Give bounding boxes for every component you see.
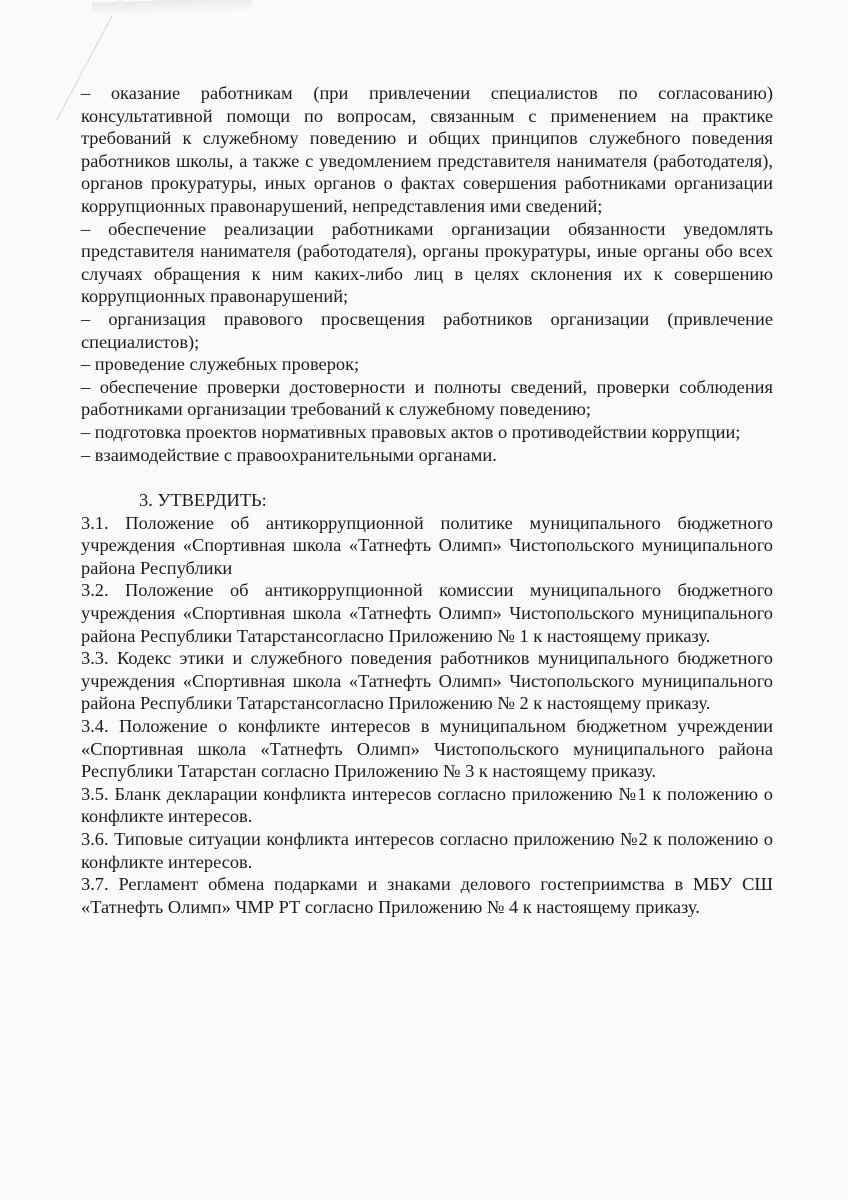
document-body bbox=[81, 82, 773, 918]
list-item-3-3: 3.3. Кодекс этики и служебного поведения работников муниципального бюджетного учреждения «Спортивная школа «Татнефть Олимп» Чистопольского муниципального района Республики Татарстансогласно Приложению № 2 к настоящему приказу. bbox=[81, 648, 773, 714]
paragraph-inspections: – проведение служебных проверок; bbox=[81, 354, 360, 375]
scan-edge-shadow bbox=[92, 0, 252, 17]
paragraph-verification: – обеспечение проверки достоверности и полноты сведений, проверки соблюдения работниками организации требований к служебному поведению; bbox=[81, 376, 773, 420]
paragraph-legal-education: – организация правового просвещения работников организации (привлечение специалистов); bbox=[81, 308, 773, 352]
paragraph-consulting: – оказание работникам (при привлечении специалистов по согласованию) консультативной помощи по вопросам, связанным с применением на практике требований к служебному поведению и общих принципов служебного поведения работников школы, а также с уведомлением представителя нанимателя (работодателя), органов прокуратуры, иных органов о фактах совершения работниками организации коррупционных правонарушений, непредставления ими сведений; bbox=[81, 83, 773, 216]
paragraph-notification-duty: – обеспечение реализации работниками организации обязанности уведомлять представителя нанимателя (работодателя), органы прокуратуры, иные органы обо всех случаях обращения к ним каких-либо лиц в целях склонения их к совершению коррупционных правонарушений; bbox=[81, 218, 773, 307]
section-heading-approve: 3. УТВЕРДИТЬ: bbox=[139, 490, 267, 511]
list-item-3-5: 3.5. Бланк декларации конфликта интересов согласно приложению №1 к положению о конфликте интересов. bbox=[81, 783, 773, 827]
list-item-3-7: 3.7. Регламент обмена подарками и знаками делового гостеприимства в МБУ СШ «Татнефть Олимп» ЧМР РТ согласно Приложению № 4 к настоящему приказу. bbox=[81, 874, 773, 917]
list-item-3-4: 3.4. Положение о конфликте интересов в муниципальном бюджетном учреждении «Спортивная школа «Татнефть Олимп» Чистопольского муниципального района Республики Татарстан согласно Приложению № 3 к настоящему приказу. bbox=[81, 716, 773, 782]
paragraph-law-enforcement: – взаимодействие с правоохранительными органами. bbox=[81, 444, 497, 465]
list-item-3-6: 3.6. Типовые ситуации конфликта интересов согласно приложению №2 к положению о конфликте интересов. bbox=[81, 829, 773, 872]
list-item-3-1: 3.1. Положение об антикоррупционной политике муниципального бюджетного учреждения «Спортивная школа «Татнефть Олимп» Чистопольского муниципального района Республики bbox=[81, 512, 773, 578]
list-item-3-2: 3.2. Положение об антикоррупционной комиссии муниципального бюджетного учреждения «Спортивная школа «Татнефть Олимп» Чистопольского муниципального района Республики Татарстансогласно Приложению № 1 к настоящему приказу. bbox=[81, 580, 773, 646]
paragraph-drafting-acts: – подготовка проектов нормативных правовых актов о противодействии коррупции; bbox=[81, 421, 741, 442]
